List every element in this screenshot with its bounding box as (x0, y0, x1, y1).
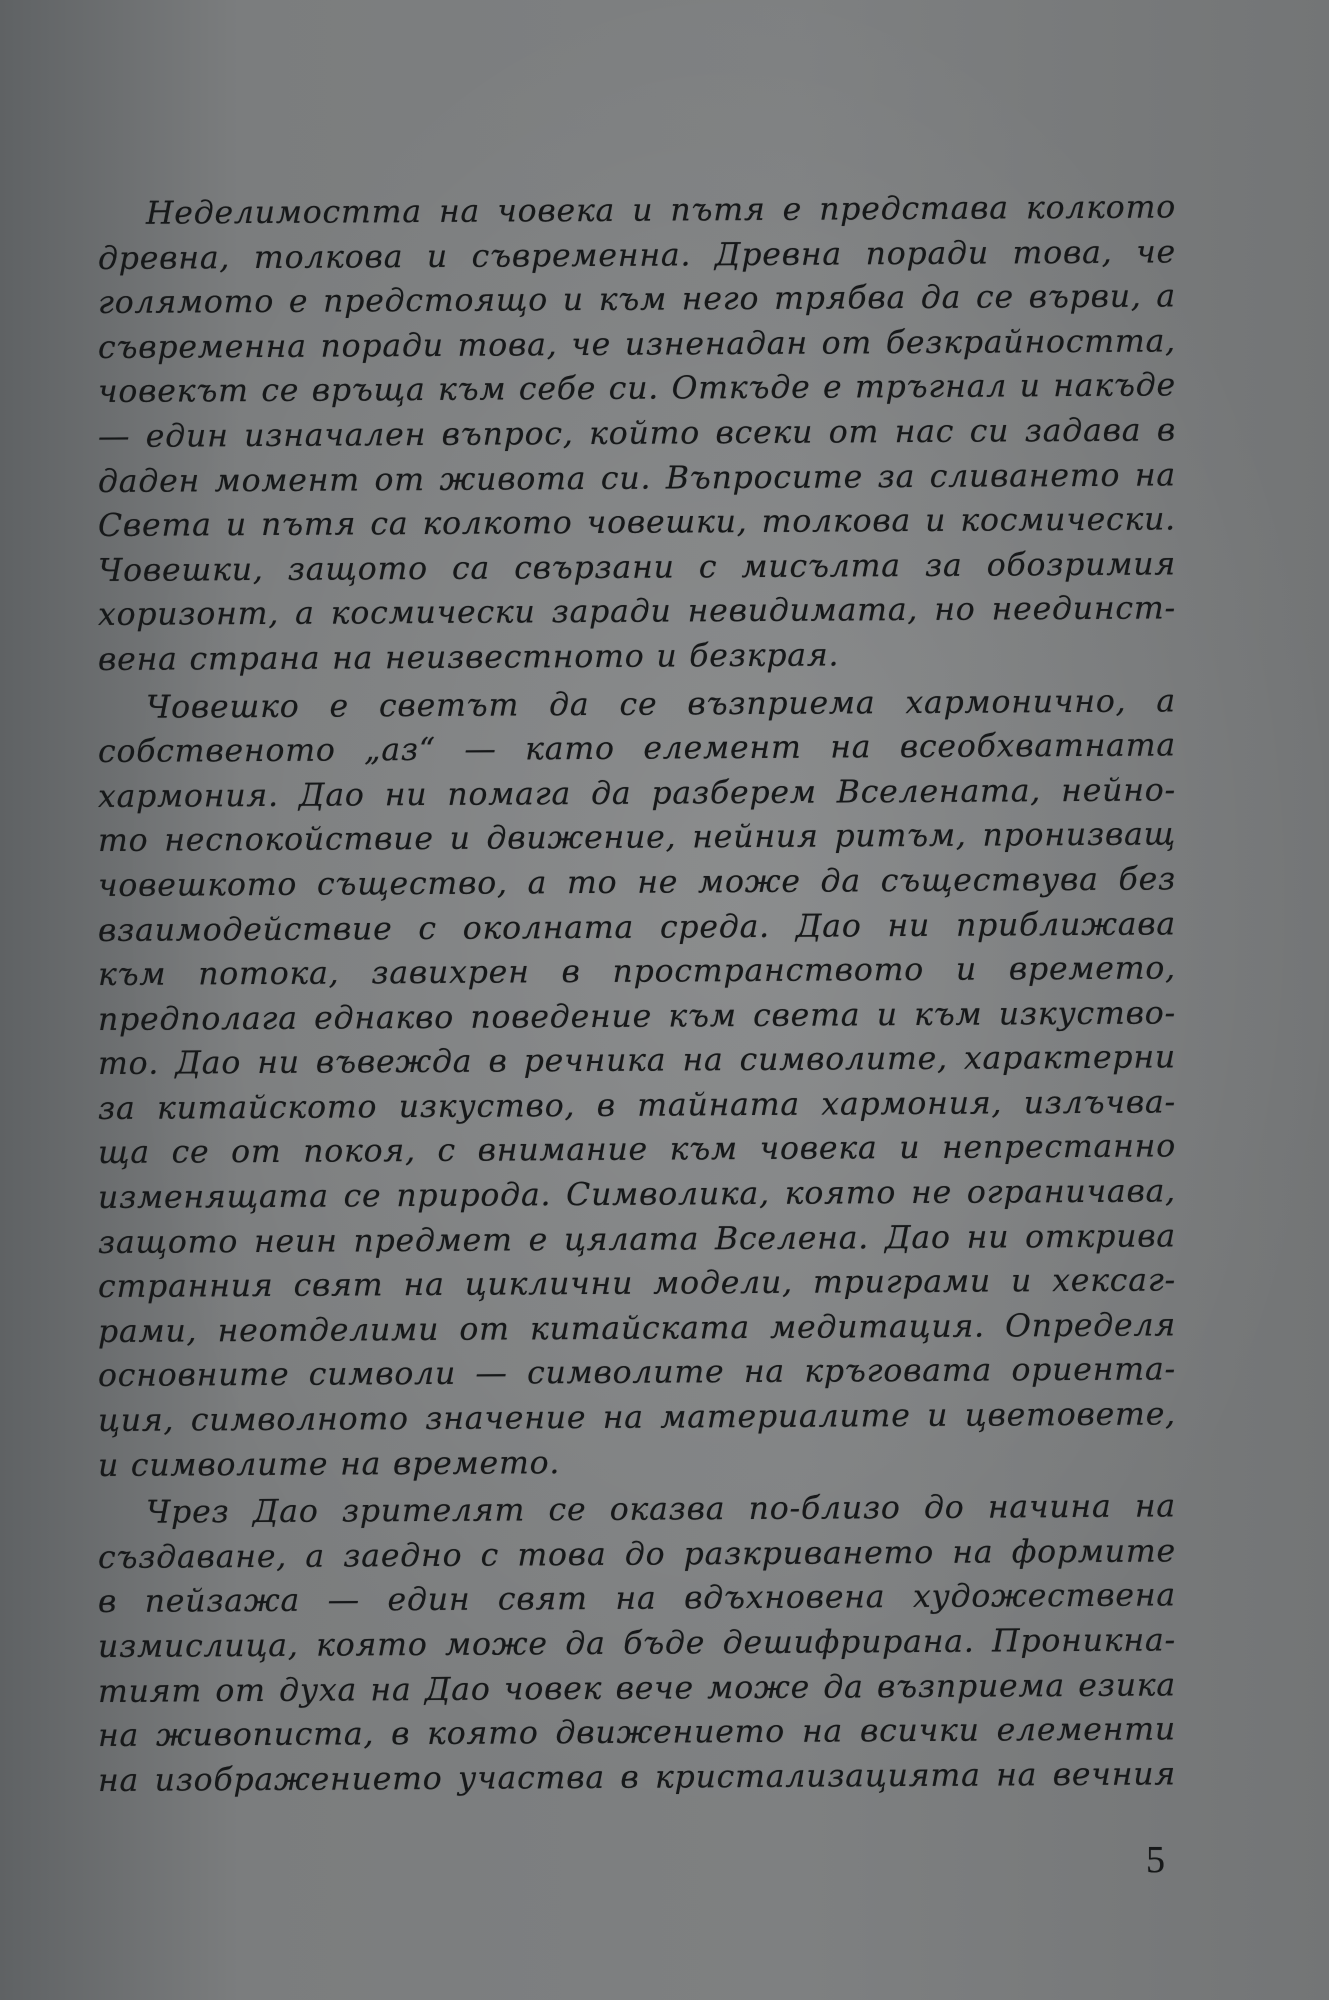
paragraph-1 (98, 185, 1176, 682)
text-line: Човешко е светът да се възприема хармонично, а (146, 682, 1176, 726)
text-line: защото неин предмет е цялата Вселена. Дао ни открива (98, 1218, 1176, 1261)
body-text (98, 185, 1176, 1806)
text-line: ция, символното значение на материалите и цветовете, (98, 1396, 1176, 1440)
text-line: Човешки, защото са свързани с мисълта за обозримия (98, 546, 1176, 589)
text-line: взаимодействие с околната среда. Дао ни приближава (98, 905, 1176, 949)
text-line: Света и пътя са колкото човешки, толкова и космически. (98, 501, 1176, 545)
text-line: странния свят на циклични модели, триграми и хексаг- (98, 1262, 1176, 1306)
text-line: за китайското изкуство, в тайната хармония, излъчва- (98, 1084, 1176, 1127)
text-line: съвременна поради това, че изненадан от безкрайността, (98, 323, 1176, 366)
text-line: Чрез Дао зрителят се оказва по-близо до начина на (146, 1488, 1176, 1531)
text-line: Неделимостта на човека и пътя е представа колкото (146, 189, 1176, 232)
page-number: 5 (1146, 1839, 1165, 1881)
text-line: и символите на времето. (98, 1444, 561, 1484)
text-line: човешкото същество, а то не може да съществува без (98, 861, 1176, 904)
text-line: изменящата се природа. Символика, която не ограничава, (98, 1173, 1176, 1217)
text-line: в пейзажа — един свят на вдъхновена художествена (98, 1577, 1176, 1621)
text-line: тият от духа на Дао човек вече може да възприема езика (98, 1667, 1176, 1710)
text-line: хоризонт, а космически заради невидимата, но нeединст- (98, 590, 1176, 634)
text-line: даден момент от живота си. Въпросите за сливането на (98, 456, 1176, 500)
text-line: вена страна на неизвестното и безкрая. (98, 637, 840, 678)
text-line: към потока, завихрен в пространството и времето, (98, 950, 1176, 994)
text-line: то. Дао ни въвежда в речника на символите, характерни (98, 1039, 1176, 1083)
text-line: хармония. Дао ни помага да разберем Вселената, нейно- (98, 772, 1176, 815)
text-line: на живописта, в която движението на всички елементи (98, 1711, 1176, 1755)
text-line: човекът се връща към себе си. Откъде е тръгнал и накъде (98, 367, 1176, 411)
text-line: то неспокойствие и движение, нейния ритъм, пронизващ (98, 816, 1176, 860)
text-line: на изображението участва в кристализацията на вечния (98, 1756, 1176, 1799)
text-line: древна, толкова и съвременна. Древна поради това, че (98, 234, 1176, 277)
paragraph-2 (98, 679, 1176, 1488)
text-line: основните символи — символите на кръговата ориента- (98, 1351, 1176, 1395)
text-line: предполага еднакво поведение към света и към изкуство- (98, 995, 1176, 1038)
text-line: ща се от покоя, с внимание към човека и непрестанно (98, 1128, 1176, 1172)
text-line: създаване, а заедно с това до разкриването на формите (98, 1533, 1176, 1576)
paragraph-3 (98, 1485, 1176, 1804)
text-line: измислица, която може да бъде дешифрирана. Проникна- (98, 1622, 1176, 1665)
text-line: собственото „аз“ — като елемент на всеобхватната (98, 727, 1176, 771)
text-line: — един изначален въпрос, който всеки от нас си задава в (98, 412, 1176, 455)
text-line: рами, неотделими от китайската медитация. Определя (98, 1307, 1176, 1350)
text-line: голямото е предстоящо и към него трябва да се върви, а (98, 278, 1176, 322)
